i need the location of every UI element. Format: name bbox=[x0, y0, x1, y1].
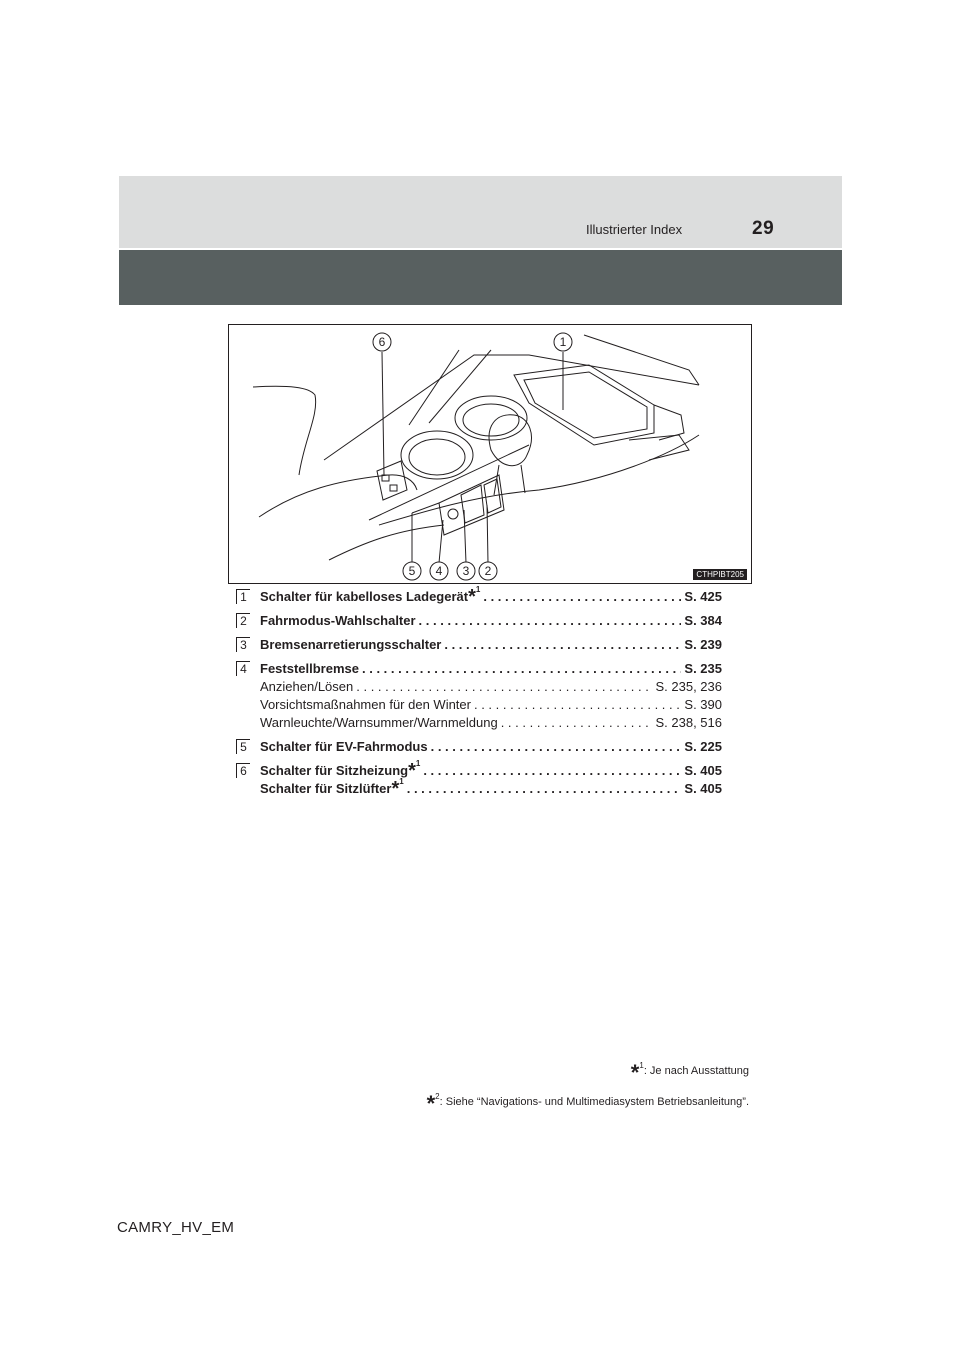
entry-label-text: Schalter für Sitzheizung bbox=[260, 763, 409, 778]
entry-line bbox=[260, 636, 722, 654]
entry-label-text: Fahrmodus-Wahlschalter bbox=[260, 613, 416, 628]
leader-dots bbox=[407, 780, 682, 798]
entry-label bbox=[260, 696, 471, 714]
entry-label bbox=[260, 636, 441, 654]
page-reference: S. 405 bbox=[684, 763, 722, 778]
console-drawing bbox=[229, 325, 752, 584]
entry-line bbox=[260, 738, 722, 756]
entry-line bbox=[260, 660, 722, 678]
index-entry bbox=[236, 585, 722, 608]
entry-label bbox=[260, 738, 428, 756]
callout-1: 1 bbox=[559, 335, 567, 349]
leader-dots bbox=[444, 636, 681, 654]
console-illustration bbox=[228, 324, 752, 584]
entry-label bbox=[260, 612, 416, 630]
entry-label bbox=[260, 660, 359, 678]
entry-line bbox=[260, 585, 722, 608]
leader-dots bbox=[501, 714, 653, 732]
page-reference: S. 384 bbox=[684, 613, 722, 628]
entry-label-text: Schalter für EV-Fahrmodus bbox=[260, 739, 428, 754]
entry-label-text: Schalter für kabelloses Ladegerät bbox=[260, 589, 469, 604]
figure-code: CTHPIBT205 bbox=[693, 569, 747, 580]
section-title: Illustrierter Index bbox=[586, 222, 683, 237]
index-entry bbox=[236, 636, 722, 654]
footnote-ref: 1 bbox=[415, 759, 421, 768]
header-band-dark bbox=[119, 250, 842, 305]
index-entry bbox=[236, 612, 722, 630]
page-reference: S. 225 bbox=[684, 739, 722, 754]
index-entry bbox=[236, 660, 722, 732]
document-code: CAMRY_HV_EM bbox=[117, 1219, 235, 1236]
page-reference: S. 390 bbox=[684, 697, 722, 712]
footnote-text: : Siehe “Navigations- und Multimediasystem Betriebsanleitung”. bbox=[439, 1096, 749, 1108]
page-reference: S. 235, 236 bbox=[655, 679, 722, 694]
leader-dots bbox=[431, 738, 682, 756]
footnote bbox=[427, 1060, 749, 1086]
callout-6: 6 bbox=[378, 335, 386, 349]
entry-label-text: Warnleuchte/Warnsummer/Warnmeldung bbox=[260, 715, 498, 730]
callout-5: 5 bbox=[408, 564, 416, 578]
callout-3: 3 bbox=[462, 564, 470, 578]
footnote bbox=[427, 1091, 749, 1117]
index-entry-list bbox=[236, 585, 722, 804]
page-reference: S. 239 bbox=[684, 637, 722, 652]
entry-line bbox=[260, 759, 722, 782]
entry-label bbox=[260, 714, 498, 732]
entry-label-text: Feststellbremse bbox=[260, 661, 359, 676]
footnote-star: * bbox=[391, 778, 400, 800]
callout-2: 2 bbox=[484, 564, 492, 578]
leader-dots bbox=[423, 762, 681, 780]
header-band-light bbox=[119, 176, 842, 248]
entry-number: 1 bbox=[236, 589, 250, 604]
page-reference: S. 405 bbox=[684, 781, 722, 796]
page-number: 29 bbox=[752, 218, 775, 239]
entry-number: 6 bbox=[236, 763, 250, 778]
footnote-star: * bbox=[630, 1060, 640, 1085]
entry-subline bbox=[260, 696, 722, 714]
leader-dots bbox=[356, 678, 652, 696]
page-reference: S. 238, 516 bbox=[655, 715, 722, 730]
page-reference: S. 235 bbox=[684, 661, 722, 676]
entry-number: 2 bbox=[236, 613, 250, 628]
footnote-ref: 1 bbox=[399, 777, 404, 786]
entry-line bbox=[260, 612, 722, 630]
page-reference: S. 425 bbox=[684, 589, 722, 604]
footnote-number: 1 bbox=[639, 1061, 644, 1070]
entry-label bbox=[260, 777, 404, 800]
leader-dots bbox=[483, 588, 681, 606]
entry-line bbox=[260, 777, 722, 800]
entry-subline bbox=[260, 714, 722, 732]
entry-label-text: Bremsenarretierungsschalter bbox=[260, 637, 442, 652]
footnote-text: : Je nach Ausstattung bbox=[643, 1065, 749, 1077]
footnote-star: * bbox=[468, 586, 476, 608]
footnote-star: * bbox=[408, 760, 416, 782]
footnote-number: 2 bbox=[435, 1092, 440, 1101]
leader-dots bbox=[362, 660, 681, 678]
entry-number: 4 bbox=[236, 661, 250, 676]
entry-label bbox=[260, 678, 353, 696]
entry-label-text: Vorsichtsmaßnahmen für den Winter bbox=[260, 697, 471, 712]
entry-label-text: Anziehen/Lösen bbox=[260, 679, 354, 694]
index-entry bbox=[236, 759, 722, 800]
footnote-star: * bbox=[426, 1091, 436, 1116]
leader-dots bbox=[419, 612, 682, 630]
entry-number: 3 bbox=[236, 637, 250, 652]
entry-number: 5 bbox=[236, 739, 250, 754]
entry-label bbox=[260, 585, 481, 608]
callout-4: 4 bbox=[435, 564, 443, 578]
leader-dots bbox=[474, 696, 681, 714]
index-entry bbox=[236, 738, 722, 756]
entry-subline bbox=[260, 678, 722, 696]
footnote-ref: 1 bbox=[475, 585, 481, 594]
entry-label-text: Schalter für Sitzlüfter bbox=[260, 781, 392, 796]
footnotes bbox=[427, 1060, 749, 1122]
